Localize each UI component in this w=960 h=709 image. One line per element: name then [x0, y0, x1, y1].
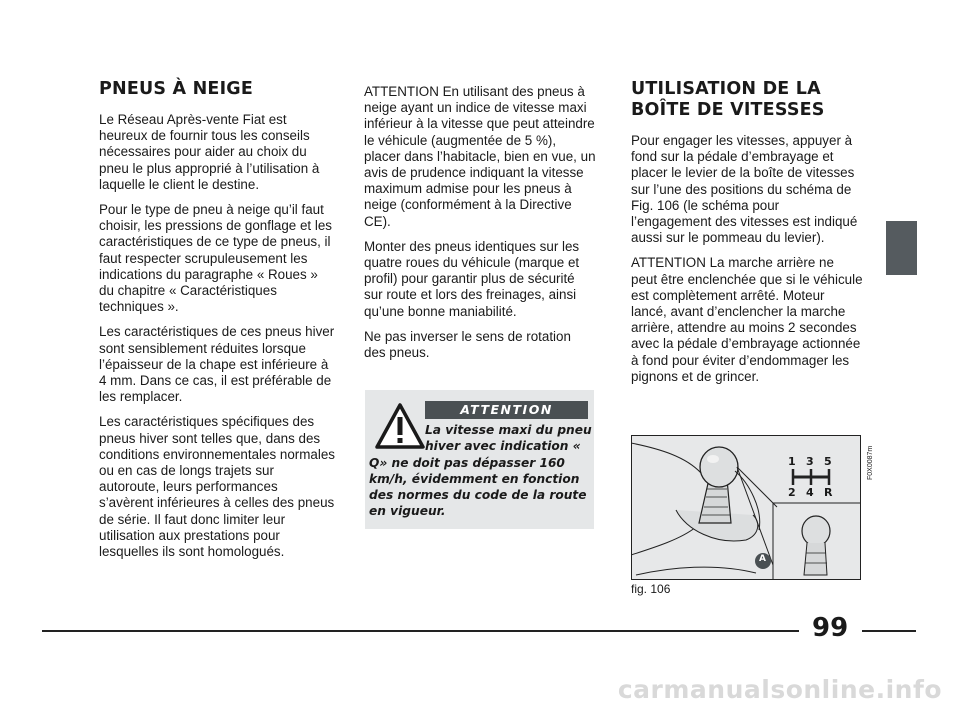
- warning-header: ATTENTION: [425, 401, 588, 419]
- warning-line: Q» ne doit pas dépasser 160 km/h, évidemment en fonction des normes du code de la route en vigueur.: [369, 455, 587, 519]
- warning-box: [365, 390, 594, 529]
- paragraph: Ne pas inverser le sens de rotation des pneus.: [364, 328, 571, 361]
- chapter-tab-marker: [886, 221, 917, 275]
- callout-label: A: [759, 554, 766, 564]
- column-gearbox: [631, 79, 863, 394]
- section-title-gearbox: [631, 79, 863, 121]
- page-number: 99: [812, 613, 849, 643]
- gear-lever-figure: [631, 435, 861, 580]
- paragraph: Le Réseau Après-vente Fiat est heureux de fournir tous les conseils nécessaires pour aider au choix du pneu le plus approprié à l’utilisation à laquelle le client le destine.: [99, 112, 320, 192]
- column-snow-tires: [99, 79, 335, 569]
- warning-line: hiver avec indication «: [425, 439, 581, 454]
- gear-label: 4: [806, 486, 814, 499]
- title-line: UTILISATION DE LA: [631, 79, 821, 99]
- paragraph: Les caractéristiques de ces pneus hiver sont sensiblement réduites lorsque l’épaisseur de la chape est inférieure à 4 mm. Dans ce cas, il est préférable de les remplacer.: [99, 324, 335, 405]
- paragraph: ATTENTION En utilisant des pneus à neige ayant un indice de vitesse maxi inférieur à la vitesse que peut atteindre le véhicule (augmentée de 5 %), placer dans l’habitacle, bien en vue, un avis de prudence indiquant la vitesse maximum admise pour les pneus à neige (conformément à la Directive CE).: [364, 84, 596, 229]
- figure-caption: fig. 106: [631, 582, 671, 596]
- section-title-snow-tires: PNEUS À NEIGE: [99, 79, 253, 99]
- warning-text: [369, 422, 592, 520]
- warning-line: La vitesse maxi du pneu: [425, 423, 592, 437]
- gear-label: R: [824, 486, 833, 499]
- figure-code: F0X0087m: [867, 445, 874, 480]
- column-snow-tires-cont: [364, 84, 596, 370]
- gear-label: 3: [806, 455, 814, 468]
- gear-label: 2: [788, 486, 796, 499]
- paragraph: Pour engager les vitesses, appuyer à fond sur la pédale d’embrayage et placer le levier de la boîte de vitesses sur l’une des positions du schéma de Fig. 106 (le schéma pour l’engagement des vitesses est indiqué aussi sur le pommeau du levier).: [631, 133, 858, 246]
- gear-label: 5: [824, 455, 832, 468]
- paragraph: Monter des pneus identiques sur les quatre roues du véhicule (marque et profil) pour garantir plus de sécurité sur route et lors des freinages, ainsi qu’une bonne maniabilité.: [364, 238, 580, 319]
- footer-rule: [862, 630, 916, 632]
- paragraph: ATTENTION La marche arrière ne peut être enclenchée que si le véhicule est complètement arrêté. Moteur lancé, avant d’enclencher la marche arrière, attendre au moins 2 secondes avec la pédale d’embrayage actionnée à fond pour éviter d’endommager les pignons et de grincer.: [631, 255, 863, 384]
- footer-rule: [42, 630, 799, 632]
- watermark: carmanualsonline.info: [617, 675, 942, 704]
- gear-label: 1: [788, 455, 796, 468]
- paragraph: Les caractéristiques spécifiques des pneus hiver sont telles que, dans des conditions environnementales normales ou en cas de longs trajets sur autoroute, leurs performances s’avèrent inférieures à celles des pneus de série. Il faut donc limiter leur utilisation aux prestations pour lesquelles ils sont homologués.: [99, 414, 335, 560]
- title-line: BOÎTE DE VITESSES: [631, 100, 825, 120]
- paragraph: Pour le type de pneu à neige qu’il faut choisir, les pressions de gonflage et les caractéristiques de ce type de pneus, il faut respecter scrupuleusement les indications du paragraphe « Roues » du chapitre « Caractéristiques techniques ».: [99, 202, 332, 315]
